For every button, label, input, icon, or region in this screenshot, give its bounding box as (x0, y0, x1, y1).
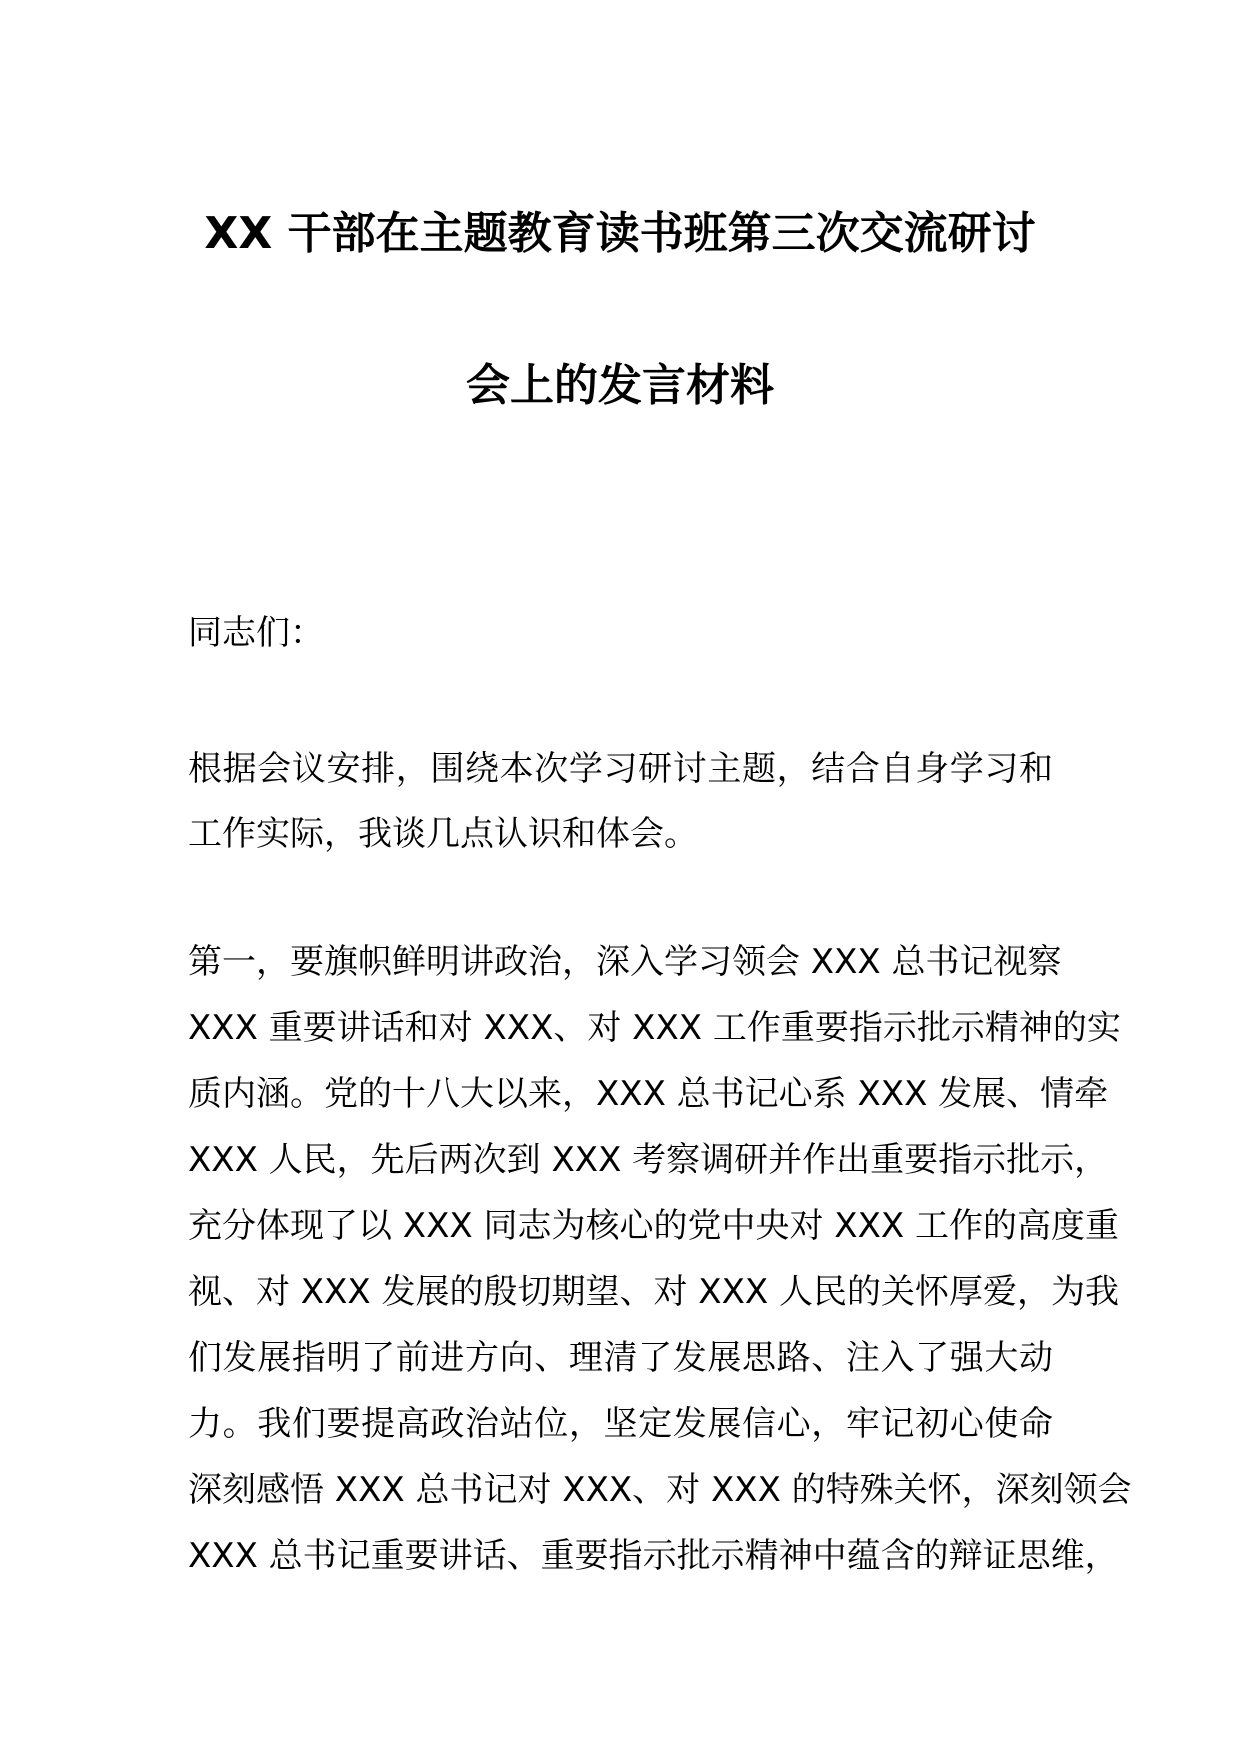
paragraph-2-line: 第一，要旗帜鲜明讲政治，深入学习领会 XXX 总书记视察 (188, 942, 1062, 982)
paragraph-2-line: 力。我们要提高政治站位，坚定发展信心，牢记初心使命 (188, 1404, 1053, 1444)
paragraph-2-line: 深刻感悟 XXX 总书记对 XXX、对 XXX 的特殊关怀，深刻领会 (188, 1470, 1132, 1510)
salutation: 同志们： (188, 613, 324, 653)
paragraph-2-line: XXX 总书记重要讲话、重要指示批示精神中蕴含的辩证思维， (188, 1536, 1119, 1576)
document-title-line-2: 会上的发言材料 (466, 360, 774, 411)
paragraph-2-line: XXX 人民，先后两次到 XXX 考察调研并作出重要指示批示， (188, 1140, 1109, 1180)
paragraph-2-line: 们发展指明了前进方向、理清了发展思路、注入了强大动 (188, 1338, 1053, 1378)
paragraph-2-line: 充分体现了以 XXX 同志为核心的党中央对 XXX 工作的高度重 (188, 1206, 1119, 1246)
paragraph-2-line: XXX 重要讲话和对 XXX、对 XXX 工作重要指示批示精神的实 (188, 1008, 1121, 1048)
paragraph-1-line: 根据会议安排，围绕本次学习研讨主题，结合自身学习和 (188, 749, 1053, 789)
document-title-line-1: XX 干部在主题教育读书班第三次交流研讨 (204, 208, 1036, 259)
paragraph-2-line: 视、对 XXX 发展的殷切期望、对 XXX 人民的关怀厚爱，为我 (188, 1272, 1119, 1312)
paragraph-1-line: 工作实际，我谈几点认识和体会。 (188, 814, 698, 854)
paragraph-2-line: 质内涵。党的十八大以来，XXX 总书记心系 XXX 发展、情牵 (188, 1074, 1109, 1114)
